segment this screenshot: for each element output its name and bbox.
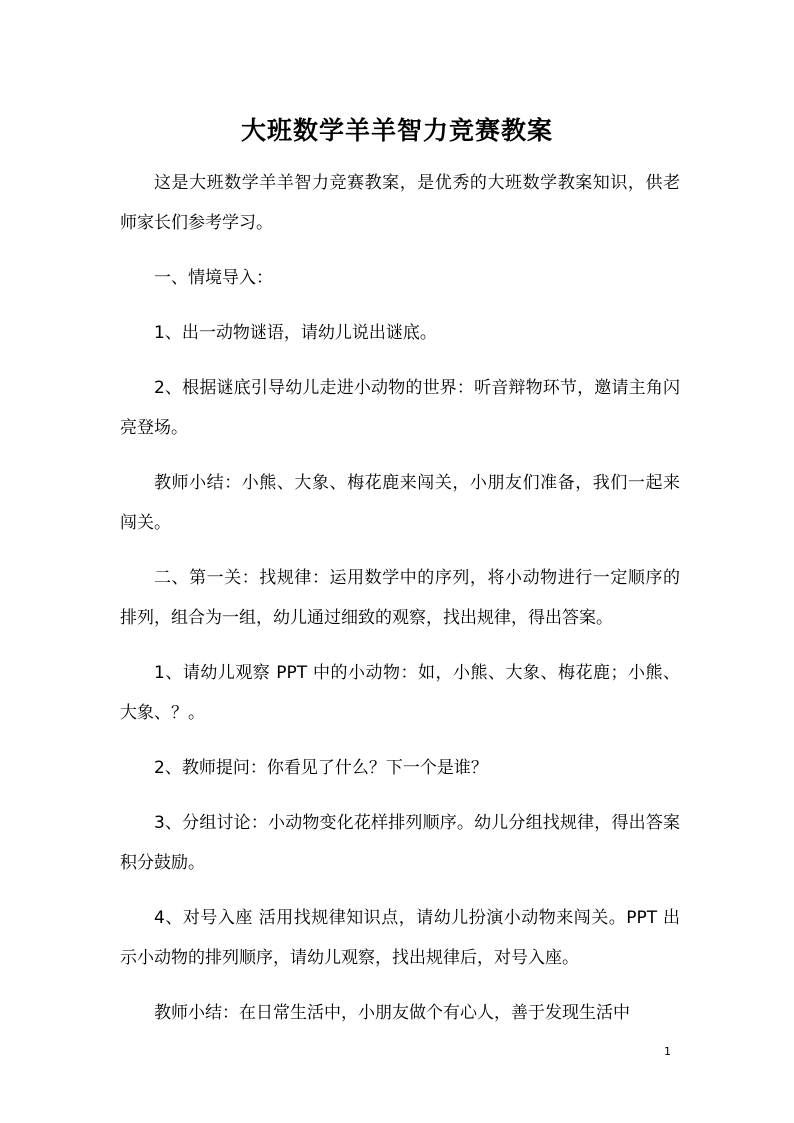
page-number: 1 bbox=[664, 1045, 671, 1058]
section-heading-situation: 一、情境导入： bbox=[154, 267, 273, 288]
paragraph-step-2: 2、根据谜底引导幼儿走进小动物的世界：听音辩物环节，邀请主角闪亮登场。 bbox=[120, 378, 680, 439]
paragraph-teacher-summary-2: 教师小结：在日常生活中，小朋友做个有心人，善于发现生活中 bbox=[154, 1002, 630, 1023]
paragraph-level-one-step-3: 3、分组讨论：小动物变化花样排列顺序。幼儿分组找规律，得出答案积分鼓励。 bbox=[120, 813, 680, 873]
paragraph-level-one-step-1: 1、请幼儿观察 PPT 中的小动物：如，小熊、大象、梅花鹿；小熊、大象、？。 bbox=[120, 663, 680, 723]
paragraph-level-one-step-2: 2、教师提问：你看见了什么？下一个是谁？ bbox=[154, 757, 488, 778]
document-body bbox=[120, 164, 680, 1049]
paragraph-teacher-summary-1: 教师小结：小熊、大象、梅花鹿来闯关，小朋友们准备，我们一起来闯关。 bbox=[120, 473, 680, 533]
document-title: 大班数学羊羊智力竞赛教案 bbox=[240, 115, 553, 145]
paragraph-intro: 这是大班数学羊羊智力竞赛教案，是优秀的大班数学教案知识，供老师家长们参考学习。 bbox=[120, 173, 680, 233]
section-heading-level-one: 二、第一关：找规律：运用数学中的序列，将小动物进行一定顺序的排列，组合为一组，幼儿通过细致的观察，找出规律，得出答案。 bbox=[120, 568, 680, 628]
paragraph-step-1: 1、出一动物谜语，请幼儿说出谜底。 bbox=[154, 323, 437, 344]
paragraph-level-one-step-4: 4、对号入座 活用找规律知识点，请幼儿扮演小动物来闯关。PPT 出示小动物的排列顺序，请幼儿观察，找出规律后，对号入座。 bbox=[120, 908, 680, 968]
